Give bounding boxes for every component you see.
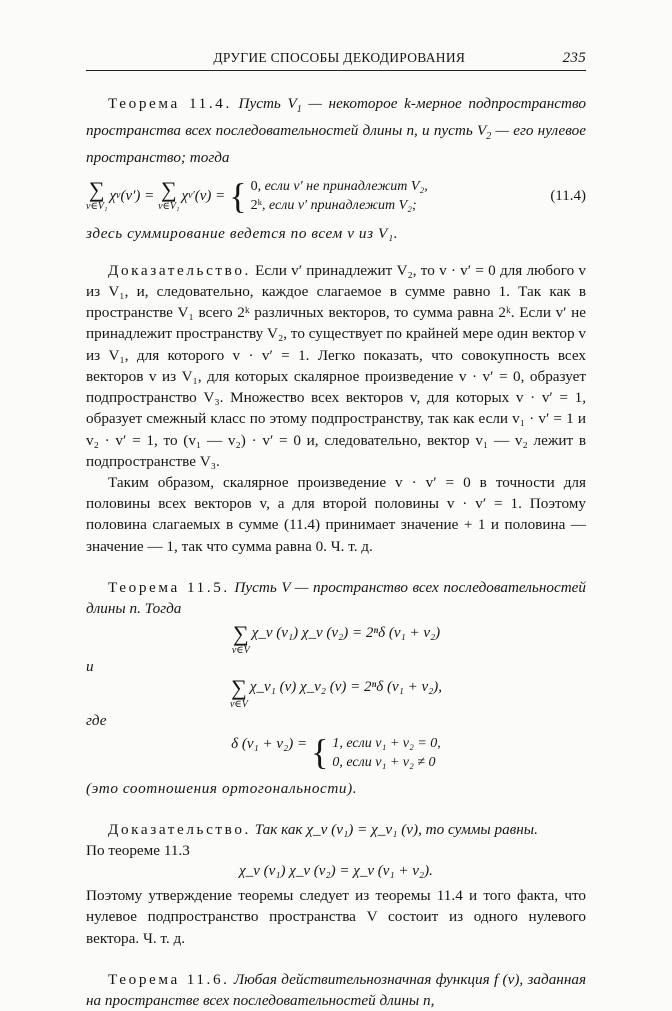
conjunction: и <box>86 658 94 676</box>
cases: 1, если v₁ + v₂ = 0, 0, если v₁ + v₂ ≠ 0 <box>332 735 441 770</box>
proof-11-5-paragraph-1: Доказательство. Так как χ_v (v₁) = χ_v₁ (v), то суммы равны. <box>108 820 538 838</box>
proof-11-4-paragraph-1: Доказательство. Если v′ принадлежит V₂, то v · v′ = 0 для любого v из V₁, и, следовательно, каждое слагаемое в сумме равно 1. Так как в пространстве V₁ всего 2ᵏ различных векторов, то сумма равна 2ᵏ. Если v′ не принадлежит пространству V₂, то существует по крайней мере один вектор v из V₁, для которого v · v′ = 1. Легко показать, что совокупность всех векторов v из V₁, для которых скалярное произведение v · v′ = 0, образует подпространство V₃. Множество всех векторов v, для которых v · v′ = 1, образует смежный класс по этому подпространству, так как если v₁ · v′ = 1 и v₂ · v′ = 1, то (v₁ — v₂) · v′ = 0 и, следовательно, вектор v₁ — v₂ лежит в подпространстве V₃. <box>86 261 586 470</box>
sum-symbol: ∑ v∈V <box>231 621 250 657</box>
cases: 0, если v′ не принадлежит V₂, 2ᵏ, если v′ принадлежит V₂; <box>250 178 428 213</box>
page-number: 235 <box>562 50 586 66</box>
running-header <box>86 50 586 71</box>
orthogonality-note: (это соотношения ортогональности). <box>86 779 358 797</box>
chapter-title: ДРУГИЕ СПОСОБЫ ДЕКОДИРОВАНИЯ <box>213 50 466 65</box>
delta-definition: δ (v₁ + v₂) = { 1, если v₁ + v₂ = 0, 0, если v₁ + v₂ ≠ 0 <box>231 731 441 772</box>
equation-number: (11.4) <box>550 187 586 204</box>
sum-symbol: ∑ v∈V₁ <box>158 177 180 213</box>
theorem-11-4-note: здесь суммирование ведется по всем v из V₁. <box>86 224 399 242</box>
theorem-11-4-statement: Теорема 11.4. Пусть $V_1$ — некоторое k-мерное подпространство пространства всех последовательностей длины n, и пусть $V_2$ — его нулевое пространство; тогда <box>86 95 587 167</box>
book-page <box>86 50 586 1011</box>
theorem-11-5-statement: Теорема 11.5. Пусть V — пространство всех последовательностей длины n. Тогда <box>86 578 587 617</box>
left-brace: { <box>229 175 247 216</box>
theorem-11-6-statement: Теорема 11.6. Любая действительнозначная функция f (v), заданная на пространстве всех последовательностей длины n, <box>86 970 587 1009</box>
character-product-formula: χ_v (v₁) χ_v (v₂) = χ_v (v₁ + v₂). <box>239 863 433 880</box>
left-brace: { <box>311 731 329 772</box>
orthogonality-formula-2: ∑ v∈V χ_v₁ (v) χ_v₂ (v) = 2ⁿδ (v₁ + v₂), <box>229 675 443 711</box>
sum-symbol: ∑ v∈V <box>229 675 248 711</box>
proof-11-5-paragraph-2: Поэтому утверждение теоремы следует из теоремы 11.4 и того факта, что нулевое подпространство пространства V состоит из одного нулевого вектора. Ч. т. д. <box>86 887 586 947</box>
theorem-label: Теорема 11.4. <box>108 95 232 112</box>
where-label: где <box>86 712 107 730</box>
sum-symbol: ∑ v∈V₁ <box>86 177 108 213</box>
equation-11-4: ∑ v∈V₁ χ v (v′) = ∑ v∈V₁ χ v′ (v) = { 0, если v′ не принадлежит V₂, 2ᵏ, если v′ принадлежит V₂; (11.4) <box>86 175 586 216</box>
orthogonality-formula-1: ∑ v∈V χ_v (v₁) χ_v (v₂) = 2ⁿδ (v₁ + v₂) <box>231 621 441 657</box>
proof-11-5-reference: По теореме 11.3 <box>86 841 190 859</box>
proof-11-4-paragraph-2: Таким образом, скалярное произведение v · v′ = 0 в точности для половины всех векторов v, а для второй половины v · v′ = 1. Поэтому половина слагаемых в сумме (11.4) принимает значение + 1 и половина — значение — 1, так что сумма равна 0. Ч. т. д. <box>86 473 586 555</box>
